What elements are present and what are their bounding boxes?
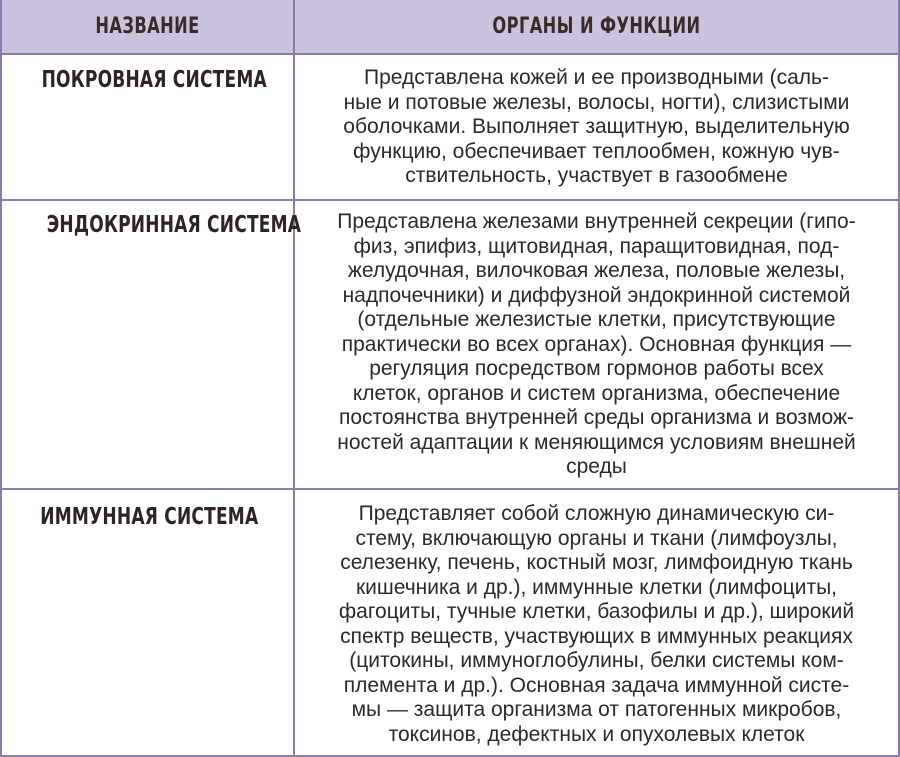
description-line: функцию, обеспечивает теплообмен, кожную чув- — [353, 139, 840, 163]
table-row — [2, 201, 898, 490]
description-line: клеток, органов и систем организма, обеспечение — [352, 381, 841, 405]
system-name: ПОКРОВНАЯ СИСТЕМА — [41, 67, 267, 93]
system-description — [295, 210, 898, 480]
description-line: фагоциты, тучные клетки, базофилы и др.), широкий — [338, 600, 855, 623]
column-divider — [293, 0, 295, 53]
description-line: регуляция посредством гормонов работы всех — [369, 357, 824, 380]
description-line: стему, включающую органы и ткани (лимфоузлы, — [355, 526, 838, 550]
description-line: желудочная, вилочковая железа, половые железы, — [347, 259, 846, 282]
description-line: мы — защита организма от патогенных микробов, — [351, 698, 842, 721]
description-line: оболочками. Выполняет защитную, выделительную — [343, 115, 850, 138]
description-line: кишечника и др.), иммунные клетки (лимфоциты, — [355, 575, 838, 599]
description-line: Представляет собой сложную динамическую си- — [358, 502, 835, 525]
description-line: ные и потовые железы, волосы, ногти), слизистыми — [343, 90, 850, 114]
description-line: ствительность, участвует в газообмене — [405, 164, 788, 187]
system-name: ЭНДОКРИННАЯ СИСТЕМА — [46, 212, 302, 238]
table-row — [2, 55, 898, 201]
description-line: ностей адаптации к меняющимся условиям внешней — [337, 430, 856, 454]
description-line: (отдельные железистые клетки, присутствующие — [357, 308, 836, 331]
header-name: НАЗВАНИЕ — [95, 14, 200, 39]
description-line: селезенку, печень, костный мозг, лимфоидную ткань — [340, 551, 853, 574]
description-line: надпочечники) и диффузной эндокринной системой — [342, 283, 851, 307]
description-line: токсинов, дефектных и опухолевых клеток — [388, 722, 805, 746]
description-line: практически во всех органах). Основная функция — — [341, 332, 852, 356]
description-line: спектр веществ, участвующих в иммунных реакциях — [340, 624, 853, 648]
system-name: ИММУННАЯ СИСТЕМА — [40, 504, 259, 530]
description-line: племента и др.). Основная задача иммунной систе- — [343, 673, 850, 697]
description-line: Представлена кожей и ее производными (саль- — [364, 66, 829, 89]
description-line: физ, эпифиз, щитовидная, паращитовидная, под- — [353, 234, 840, 258]
description-line: среды — [566, 455, 627, 478]
table-row — [2, 490, 898, 757]
table-header — [2, 0, 898, 55]
description-line: Представлена железами внутренней секреции (гипо- — [337, 210, 856, 233]
description-line: постоянства внутренней среды организма и возмож- — [338, 406, 854, 429]
system-description — [295, 66, 898, 189]
system-description — [295, 502, 898, 747]
description-line: (цитокины, иммуноглобулины, белки системы ком- — [349, 649, 844, 672]
header-functions: ОРГАНЫ И ФУНКЦИИ — [492, 14, 701, 39]
